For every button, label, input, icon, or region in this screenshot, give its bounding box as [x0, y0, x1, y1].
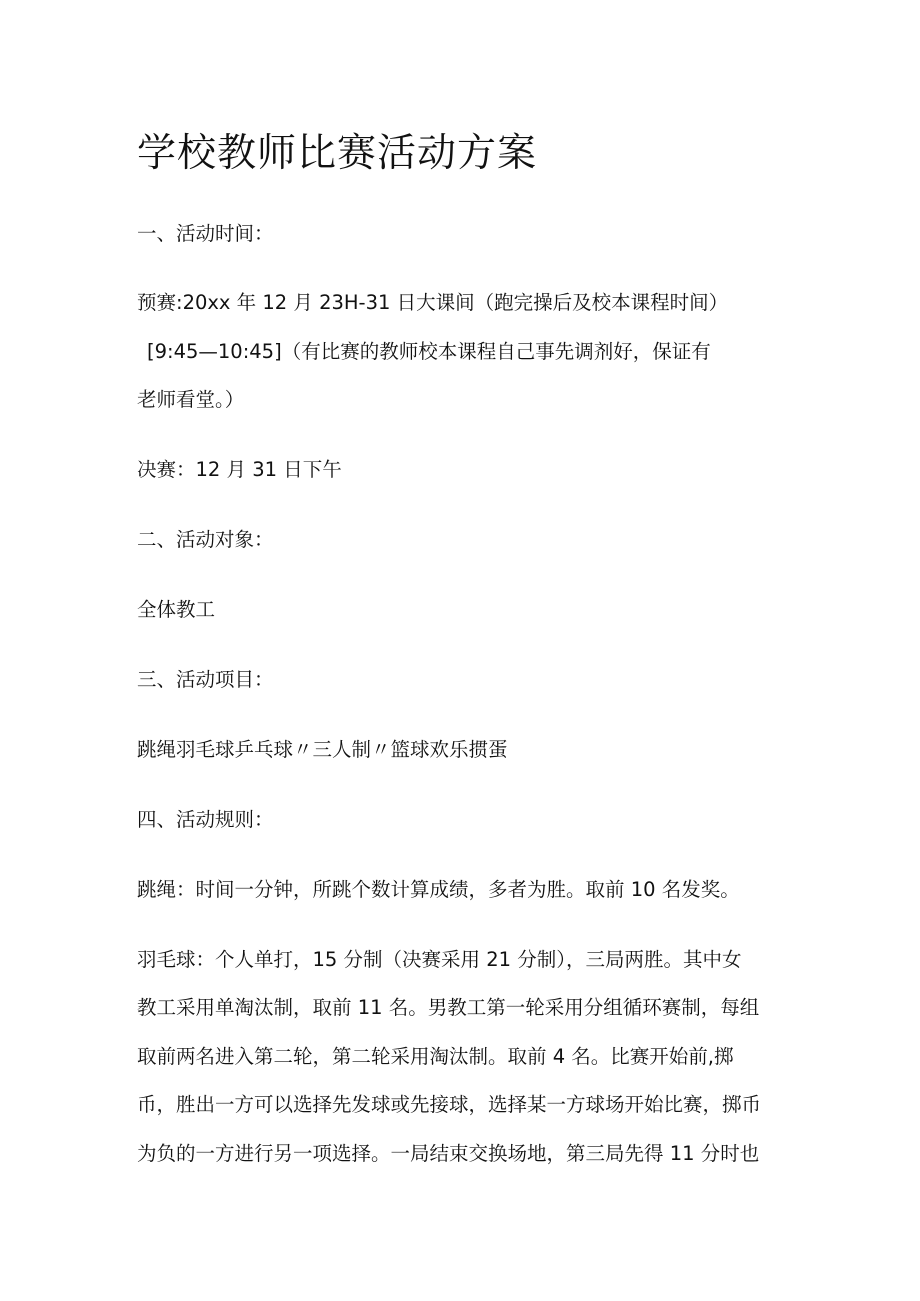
document-title: 学校教师比赛活动方案	[137, 131, 538, 176]
badminton-line: 教工采用单淘汰制，取前 11 名。男教工第一轮采用分组循环赛制，每组	[137, 996, 760, 1019]
target-text: 全体教工	[137, 598, 216, 621]
section-heading-target: 二、活动对象：	[137, 528, 274, 551]
rope-rule: 跳绳：时间一分钟，所跳个数计算成绩，多者为胜。取前 10 名发奖。	[137, 878, 740, 901]
prelim-line-2: [9:45—10:45]（有比赛的教师校本课程自己事先调剂好，保证有	[147, 340, 711, 363]
final-line: 决赛：12 月 31 日下午	[137, 458, 342, 481]
badminton-line: 羽毛球：个人单打，15 分制（决赛采用 21 分制），三局两胜。其中女	[137, 948, 742, 971]
prelim-line-3: 老师看堂。）	[137, 388, 245, 411]
badminton-line: 取前两名进入第二轮，第二轮采用淘汰制。取前 4 名。比赛开始前,掷	[137, 1045, 734, 1068]
prelim-line-1: 预赛:20xx 年 12 月 23H-31 日大课间（跑完操后及校本课程时间）	[137, 291, 729, 314]
section-heading-rules: 四、活动规则：	[137, 808, 274, 831]
section-heading-time: 一、活动时间：	[137, 222, 274, 245]
section-heading-items: 三、活动项目：	[137, 668, 274, 691]
badminton-line: 为负的一方进行另一项选择。一局结束交换场地，第三局先得 11 分时也	[137, 1142, 760, 1165]
badminton-line: 币，胜出一方可以选择先发球或先接球，选择某一方球场开始比赛，掷币	[137, 1093, 762, 1116]
items-text: 跳绳羽毛球乒乓球〃三人制〃篮球欢乐掼蛋	[137, 738, 508, 761]
